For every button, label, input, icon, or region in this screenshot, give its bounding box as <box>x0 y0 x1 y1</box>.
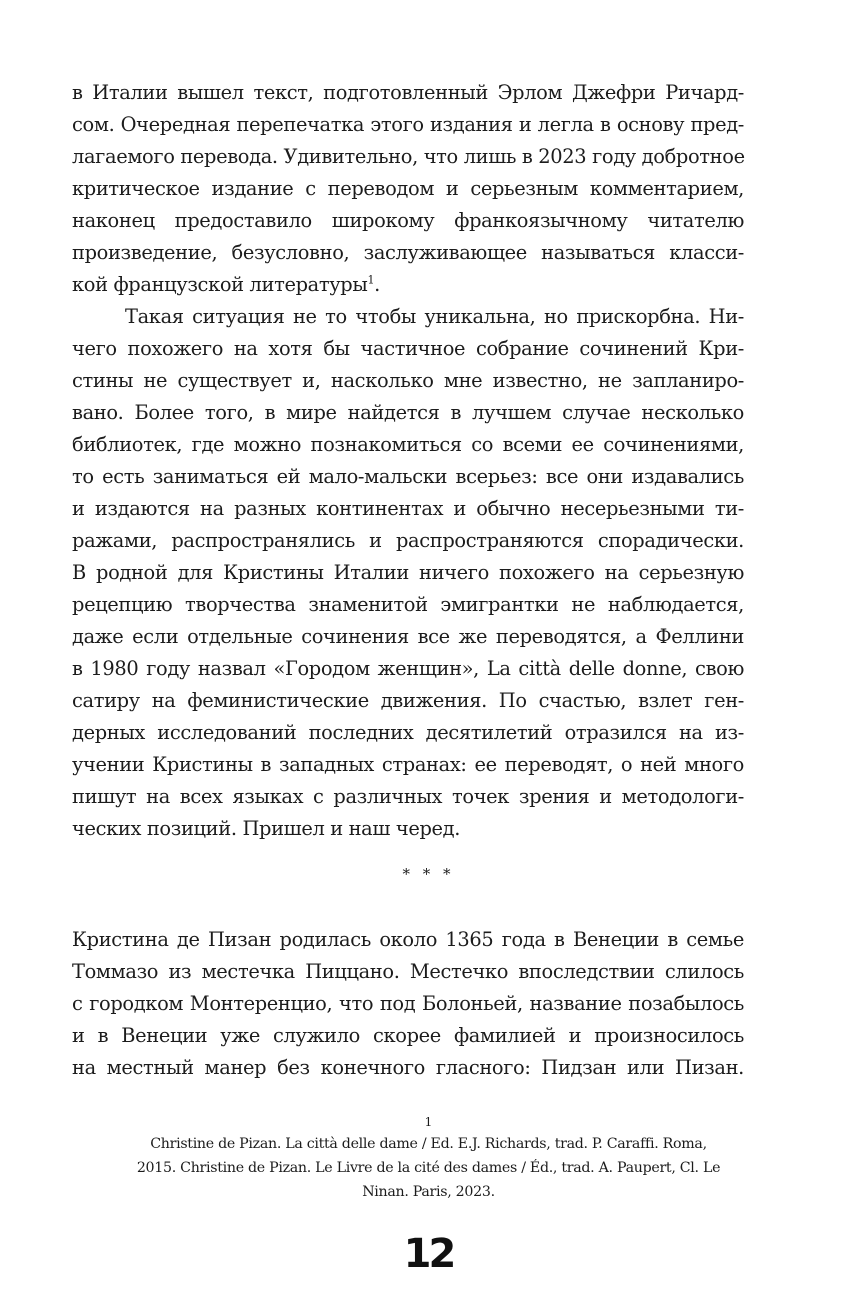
text-line: библиотек, где можно познакомиться со всеми ее сочинениями, <box>72 433 744 456</box>
footnote-line: Christine de Pizan. La città delle dame / Ed. E.J. Richards, trad. P. Caraffi. Roma, <box>150 1136 707 1152</box>
text-line-last: ческих позиций. Пришел и наш черед. <box>72 817 461 840</box>
footnote-reference[interactable]: 1 <box>367 273 375 287</box>
text-line: наконец предоставило широкому франкоязычному читателю <box>72 209 744 232</box>
text-line: в 1980 году назвал «Городом женщин», La città delle donne, свою <box>72 657 744 680</box>
text-line: ражами, распространялись и распространяются спорадически. <box>72 529 744 552</box>
text-line: то есть заниматься ей мало-мальски всерьез: все они издавались <box>72 465 744 488</box>
text-line: сатиру на феминистические движения. По счастью, взлет ген- <box>72 689 744 712</box>
text-line: сом. Очередная перепечатка этого издания и легла в основу пред- <box>72 113 744 136</box>
text-line: даже если отдельные сочинения все же переводятся, а Феллини <box>72 625 744 648</box>
footnote-number: 1 <box>424 1115 433 1129</box>
text-line: пишут на всех языках с различных точек зрения и методологи- <box>72 785 744 808</box>
text-line: критическое издание с переводом и серьезным комментарием, <box>72 177 744 200</box>
text-line: Такая ситуация не то чтобы уникальна, но прискорбна. Ни- <box>125 305 744 328</box>
text-line: рецепцию творчества знаменитой эмигрантки не наблюдается, <box>72 593 744 616</box>
text-line: стины не существует и, насколько мне известно, не запланиро- <box>72 369 744 392</box>
text-line: с городком Монтеренцио, что под Болоньей, название позабылось <box>72 992 744 1015</box>
footnote-line: Ninan. Paris, 2023. <box>362 1184 495 1200</box>
text-line: дерных исследований последних десятилетий отразился на из- <box>72 721 744 744</box>
text-line: чего похожего на хотя бы частичное собрание сочинений Кри- <box>72 337 744 360</box>
text-line: В родной для Кристины Италии ничего похожего на серьезную <box>72 561 744 584</box>
section-separator: * * * <box>402 865 455 883</box>
text-line: в Италии вышел текст, подготовленный Эрлом Джефри Ричард- <box>72 81 744 104</box>
text-line: Томмазо из местечка Пиццано. Местечко впоследствии слилось <box>72 960 744 983</box>
text-line: произведение, безусловно, заслуживающее называться класси- <box>72 241 744 264</box>
text-span: . <box>374 273 380 296</box>
text-line-last <box>72 270 744 300</box>
text-line: Кристина де Пизан родилась около 1365 года в Венеции в семье <box>72 928 744 951</box>
text-line: учении Кристины в западных странах: ее переводят, о ней много <box>72 753 744 776</box>
text-line: и в Венеции уже служило скорее фамилией и произносилось <box>72 1024 744 1047</box>
text-span: кой французской литературы <box>72 273 368 296</box>
text-line: лагаемого перевода. Удивительно, что лишь в 2023 году добротное <box>72 145 745 168</box>
text-line: и издаются на разных континентах и обычно несерьезными ти- <box>72 497 744 520</box>
footnote-line: 2015. Christine de Pizan. Le Livre de la cité des dames / Éd., trad. A. Paupert, Cl. Le <box>136 1160 721 1176</box>
text-line: вано. Более того, в мире найдется в лучшем случае несколько <box>72 401 744 424</box>
text-line: на местный манер без конечного гласного: Пидзан или Пизан. <box>72 1056 744 1079</box>
page-number: 12 <box>403 1231 454 1277</box>
